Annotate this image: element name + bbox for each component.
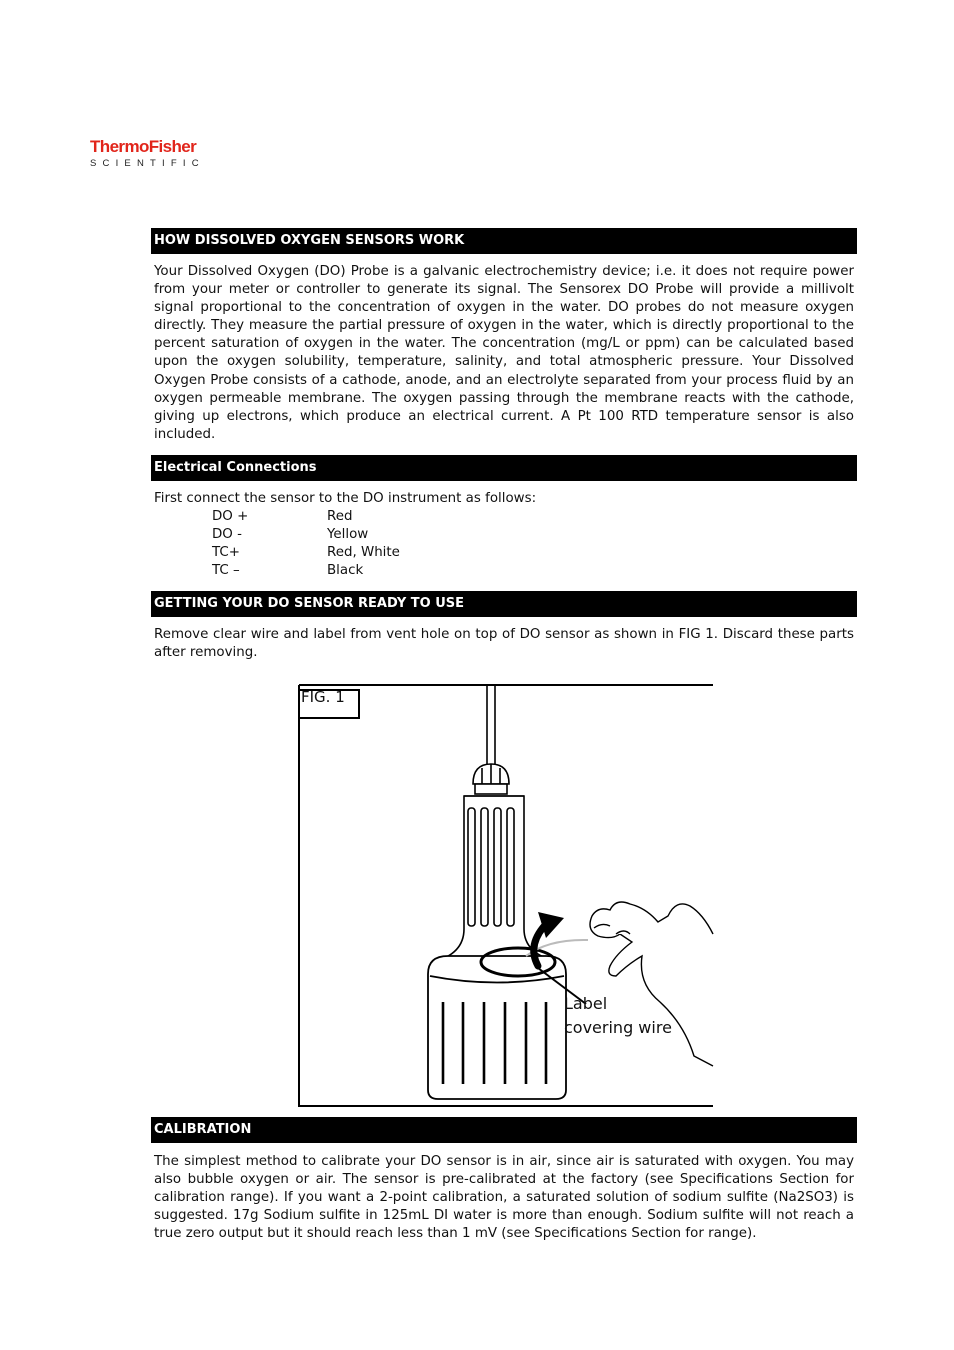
connection-wire-color: Yellow <box>327 527 369 543</box>
fig1-do-sensor-illustration <box>298 684 714 1108</box>
figure-label: FIG. 1 <box>301 688 345 706</box>
getting-ready-paragraph: Remove clear wire and label from vent hole on top of DO sensor as shown in FIG 1. Discard these parts after removing. <box>154 627 854 661</box>
connection-wire-color: Black <box>327 563 364 579</box>
connection-terminal: DO + <box>212 509 249 525</box>
connection-wire-color: Red, White <box>327 545 400 561</box>
logo-brand-text: ThermoFisher <box>90 137 197 156</box>
connection-row <box>154 562 536 580</box>
figure-callout-line1: Label <box>564 994 608 1013</box>
connection-terminal: TC – <box>212 563 240 579</box>
logo-sub-text: SCIENTIFIC <box>90 158 205 169</box>
connection-wire-color: Red <box>327 509 353 525</box>
sensor-cable <box>487 686 495 764</box>
section-heading-calibration: CALIBRATION <box>151 1117 857 1143</box>
section-heading-how-it-works: HOW DISSOLVED OXYGEN SENSORS WORK <box>151 228 857 254</box>
calibration-paragraph: The simplest method to calibrate your DO sensor is in air, since air is saturated with oxygen. You may also bubble oxygen or air. The sensor is pre-calibrated at the factory (see Specifications Section for calibration range). If you want a 2-point calibration, a saturated solution of sodium sulfite (Na2SO3) is suggested. 17g Sodium sulfite in 125mL DI water is more than enough. Sodium sulfite will not reach a true zero output but it should reach less than 1 mV (see Specifications Section for range). <box>154 1154 854 1242</box>
connection-row <box>154 544 536 562</box>
hand-illustration <box>590 902 713 1066</box>
electrical-intro: First connect the sensor to the DO instrument as follows: <box>154 491 537 506</box>
how-it-works-paragraph: Your Dissolved Oxygen (DO) Probe is a galvanic electrochemistry device; i.e. it does not require power from your meter or controller to generate its signal. The Sensorex DO Probe will provide a millivolt signal proportional to the concentration of oxygen in the water. DO probes do not measure oxygen directly. They measure the partial pressure of oxygen in the water, which is directly proportional to the percent saturation of oxygen in the water. The concentration (mg/L or ppm) can be calculated based upon the oxygen solubility, temperature, salinity, and total atmospheric pressure. Your Dissolved Oxygen Probe consists of a cathode, anode, and an electrolyte separated from your process fluid by an oxygen permeable membrane. The oxygen passing through the membrane reacts with the cathode, giving up electrons, which produce an electrical current. A Pt 100 RTD temperature sensor is also included. <box>154 264 854 442</box>
section-heading-electrical: Electrical Connections <box>151 455 857 481</box>
figure-callout-line2: covering wire <box>564 1018 672 1037</box>
electrical-connections-list <box>154 490 536 580</box>
cable-gland <box>473 764 509 794</box>
connection-terminal: TC+ <box>212 545 240 561</box>
company-logo <box>90 138 205 170</box>
connection-terminal: DO - <box>212 527 242 543</box>
connection-row <box>154 526 536 544</box>
sensor-cap <box>428 956 566 1099</box>
section-heading-getting-ready: GETTING YOUR DO SENSOR READY TO USE <box>151 591 857 617</box>
connection-row <box>154 508 536 526</box>
